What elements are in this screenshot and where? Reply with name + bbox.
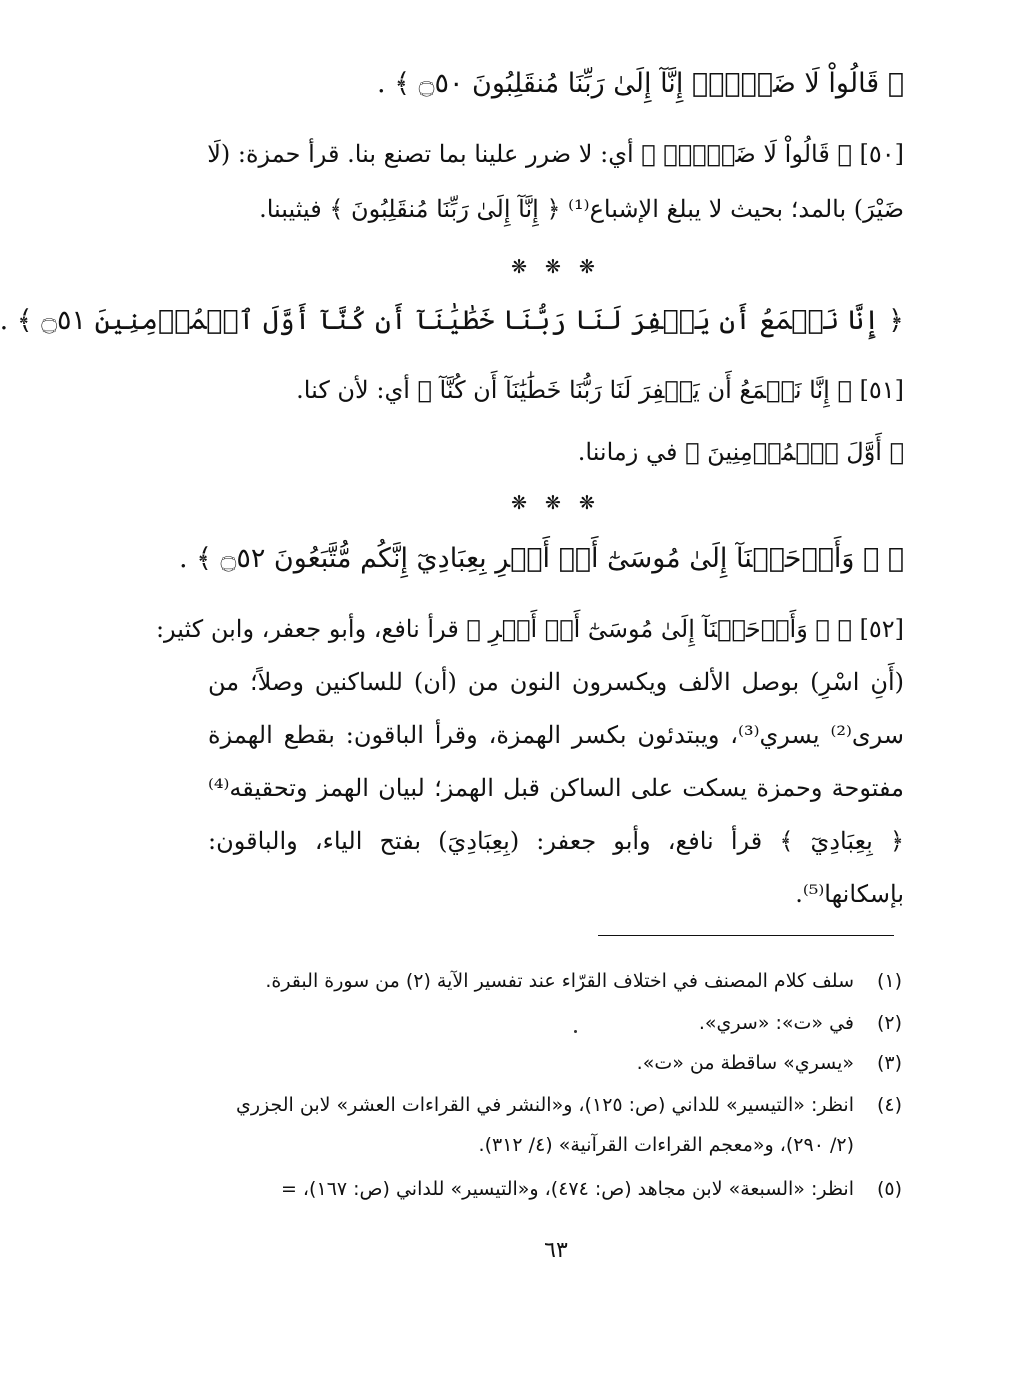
commentary-52-line-1: [٥٢] ﴿ ۞ وَأَوۡحَيۡنَآ إِلَىٰ مُوسَىٰٓ أَنۡ أَسۡرِ ﴾ قرأ نافع، وأبو جعفر، وابن كثير:: [155, 615, 904, 643]
section-separator: ❋ ❋ ❋: [511, 492, 601, 514]
commentary-51-line-2: ﴿ أَوَّلَ ٱلۡمُؤۡمِنِينَ ﴾ في زماننا.: [577, 438, 904, 466]
footnote-5: [208, 1178, 902, 1201]
footnote-text: انظر: «السبعة» لابن مجاهد (ص: ٤٧٤)، و«التيسير» للداني (ص: ١٦٧)، =: [280, 1178, 854, 1200]
stray-dot: [574, 1030, 577, 1033]
commentary-52-line-3: سرى⁽²⁾ يسري⁽³⁾، ويبتدئون بكسر الهمزة، وقرأ الباقون: بقطع الهمزة: [208, 721, 904, 749]
commentary-52-line-2: (أَنِ اسْرِ) بوصل الألف ويكسرون النون من (أن) للساكنين وصلاً؛ من: [208, 668, 904, 696]
commentary-52-line-4: مفتوحة وحمزة يسكت على الساكن قبل الهمز؛ لبيان الهمز وتحقيقه⁽⁴⁾: [208, 774, 904, 802]
footnote-number: (٢): [876, 1012, 902, 1034]
commentary-52-line-6: بإسكانها⁽⁵⁾.: [795, 880, 904, 908]
commentary-51-line-1: [٥١] ﴿ إِنَّا نَطۡمَعُ أَن يَغۡفِرَ لَنَا رَبُّنَا خَطَٰيَٰنَآ أَن كُنَّآ ﴾ أي: لأن كنا.: [296, 376, 904, 404]
footnote-1: [208, 970, 902, 993]
footnote-4: [208, 1094, 902, 1117]
commentary-50-line-1: [٥٠] ﴿ قَالُواْ لَا ضَيۡرَۖ ﴾ أي: لا ضرر علينا بما تصنع بنا. قرأ حمزة: (لَا: [207, 140, 904, 168]
footnote-text: في «ت»: «سري».: [698, 1012, 854, 1034]
footnote-text: انظر: «التيسير» للداني (ص: ١٢٥)، و«النشر في القراءات العشر» لابن الجزري: [235, 1094, 854, 1116]
verse-50: ﴿ قَالُواْ لَا ضَيۡرَۖ إِنَّآ إِلَىٰ رَبِّنَا مُنقَلِبُونَ ۝٥٠ ﴾ .: [377, 68, 904, 99]
footnote-number: (١): [876, 970, 902, 992]
commentary-52-line-5: ﴿ بِعِبَادِيٓ ﴾ قرأ نافع، وأبو جعفر: (بِعِبَادِيَ) بفتح الياء، والباقون:: [208, 827, 904, 855]
footnote-text: «يسري» ساقطة من «ت».: [636, 1052, 854, 1074]
footnote-divider: [598, 935, 894, 936]
verse-51: ﴿ إِنَّا نَطۡمَعُ أَن يَغۡفِرَ لَنَا رَبُّنَا خَطَٰيَٰنَآ أَن كُنَّآ أَوَّلَ ٱلۡمُؤۡمِنِينَ ۝٥١ ﴾ .: [0, 305, 904, 336]
footnote-number: (٥): [876, 1178, 902, 1200]
footnote-number: (٣): [876, 1052, 902, 1074]
footnote-text: سلف كلام المصنف في اختلاف القرّاء عند تفسير الآية (٢) من سورة البقرة.: [265, 970, 854, 992]
footnote-3: [208, 1052, 902, 1075]
verse-52: ﴿ ۞ وَأَوۡحَيۡنَآ إِلَىٰ مُوسَىٰٓ أَنۡ أَسۡرِ بِعِبَادِيٓ إِنَّكُم مُّتَّبَعُونَ ۝٥٢ ﴾ .: [178, 543, 904, 574]
footnote-number: (٤): [876, 1094, 902, 1116]
footnote-2: [208, 1012, 902, 1035]
commentary-50-line-2: ضَيْرَ) بالمد؛ بحيث لا يبلغ الإشباع⁽¹⁾ ﴿ إِنَّآ إِلَىٰ رَبِّنَا مُنقَلِبُونَ ﴾ فيثيبنا.: [259, 195, 904, 223]
footnote-4-continuation: (٢/ ٢٩٠)، و«معجم القراءات القرآنية» (٤/ ٣١٢).: [478, 1134, 854, 1156]
section-separator: ❋ ❋ ❋: [511, 256, 601, 278]
page-number: ٦٣: [544, 1238, 568, 1263]
